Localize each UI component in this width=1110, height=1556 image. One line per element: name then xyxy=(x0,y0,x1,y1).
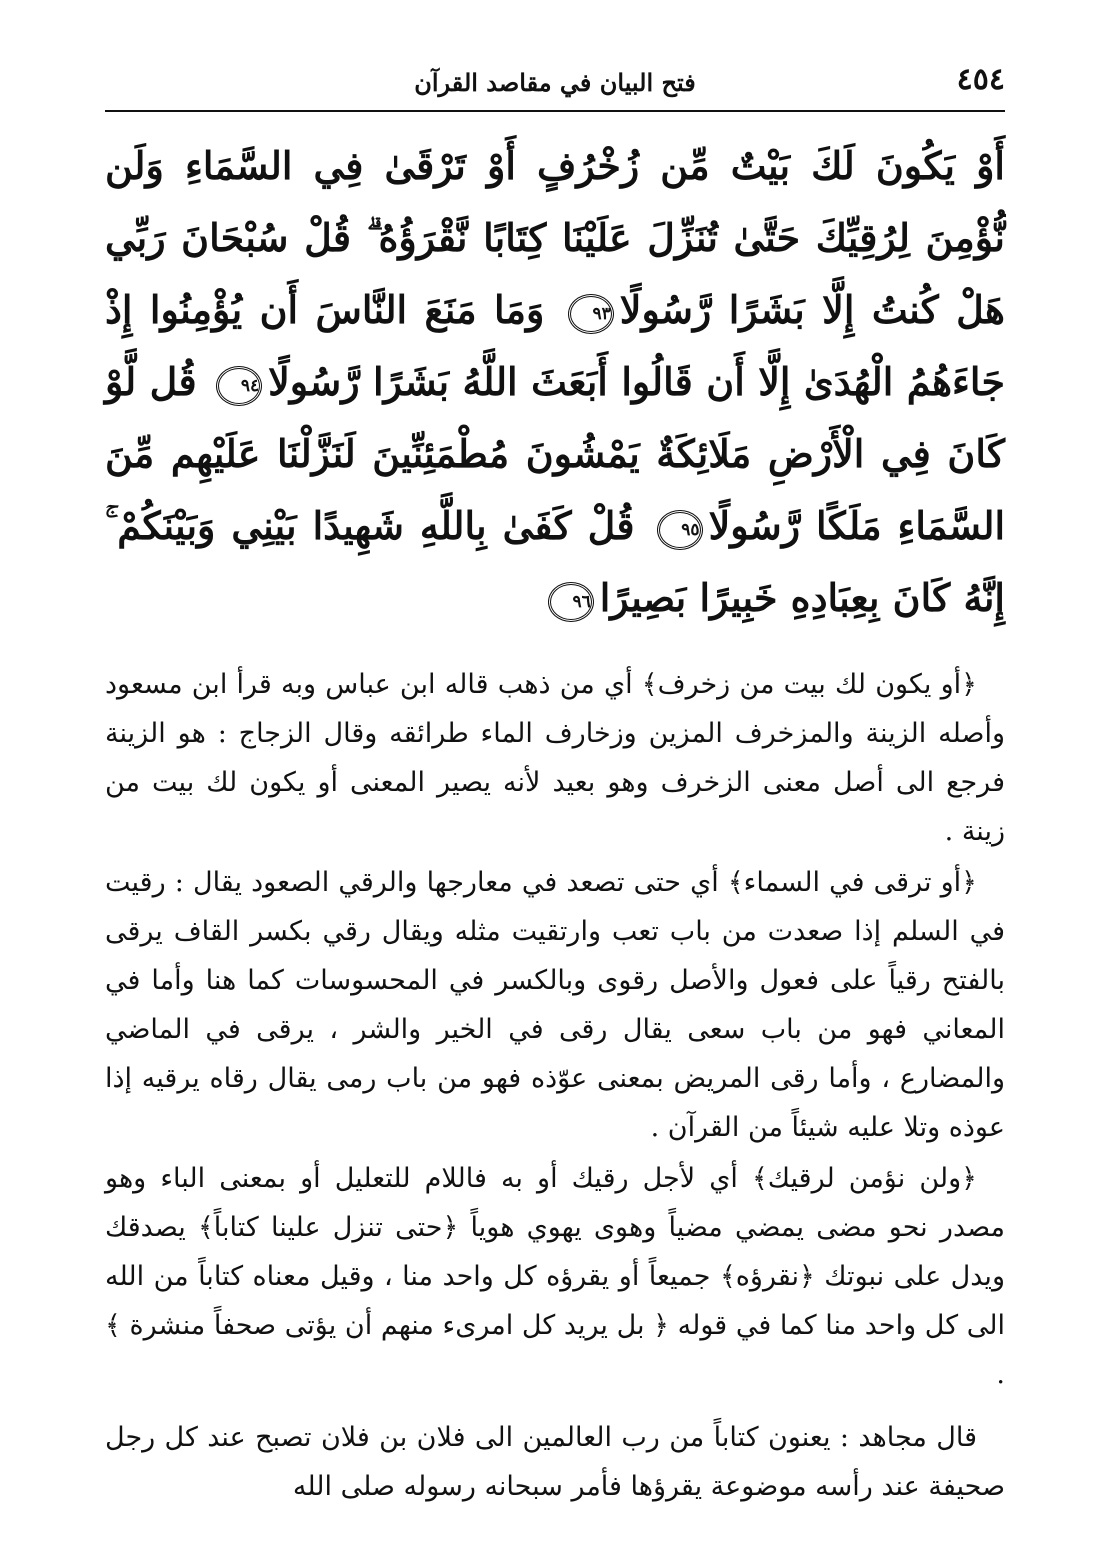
verse-number-marker: ٩٥ xyxy=(657,510,703,550)
commentary-paragraph: ﴿أو ترقى في السماء﴾ أي حتى تصعد في معارجها والرقي الصعود يقال : رقيت في السلم إذا صعدت من باب تعب وارتقيت مثله ويقال رقي بكسر القاف يرقى بالفتح رقياً على فعول والأصل رقوى وبالكسر في المحسوسات كما هنا وأما في المعاني فهو من باب سعى يقال رقى في الخير والشر ، يرقى في الماضي والمضارع ، وأما رقى المريض بمعنى عوّذه فهو من باب رمى يقال رقاه يرقيه إذا عوذه وتلا عليه شيئاً من القرآن . xyxy=(105,867,1005,1143)
verse-number-marker: ٩٣ xyxy=(568,294,614,334)
verse-text: قُلْ كَفَىٰ بِاللَّهِ شَهِيدًا بَيْنِي وَبَيْنَكُمْ ۚ إِنَّهُ كَانَ بِعِبَادِهِ خَبِيرًا بَصِيرًا xyxy=(105,503,1005,620)
commentary-paragraph: ﴿ولن نؤمن لرقيك﴾ أي لأجل رقيك أو به فاللام للتعليل أو بمعنى الباء وهو مصدر نحو مضى يمضي مضياً وهوى يهوي هوياً ﴿حتى تنزل علينا كتاباً﴾ يصدقك ويدل على نبوتك ﴿نقرؤه﴾ جميعاً أو يقرؤه كل واحد منا ، وقيل معناه كتاباً من الله الى كل واحد منا كما في قوله ﴿ بل يريد كل امرىء منهم أن يؤتى صحفاً منشرة ﴾ . xyxy=(105,1163,1005,1390)
commentary-paragraph: ﴿أو يكون لك بيت من زخرف﴾ أي من ذهب قاله ابن عباس وبه قرأ ابن مسعود وأصله الزينة والمزخرف المزين وزخارف الماء طرائقه وقال الزجاج : هو الزينة فرجع الى أصل معنى الزخرف وهو بعيد لأنه يصير المعنى أو يكون لك بيت من زينة . xyxy=(105,669,1005,847)
page-number: ٤٥٤ xyxy=(956,62,1005,97)
page-header xyxy=(105,54,1005,112)
running-title: فتح البيان في مقاصد القرآن xyxy=(414,68,696,97)
verse-text: قُل لَّوْ كَانَ فِي الْأَرْضِ مَلَائِكَةٌ يَمْشُونَ مُطْمَئِنِّينَ لَنَزَّلْنَا عَلَيْهِم مِّنَ السَّمَاءِ مَلَكًا رَّسُولًا xyxy=(105,359,1006,548)
verse-text: أَوْ يَكُونَ لَكَ بَيْتٌ مِّن زُخْرُفٍ أَوْ تَرْقَىٰ فِي السَّمَاءِ وَلَن نُّؤْمِنَ لِرُقِيِّكَ حَتَّىٰ تُنَزِّلَ عَلَيْنَا كِتَابًا نَّقْرَؤُهُ ۗ قُلْ سُبْحَانَ رَبِّي هَلْ كُنتُ إِلَّا بَشَرًا رَّسُولًا xyxy=(105,143,1005,332)
verse-number-marker: ٩٦ xyxy=(548,582,594,622)
verse-text: وَمَا مَنَعَ النَّاسَ أَن يُؤْمِنُوا إِذْ جَاءَهُمُ الْهُدَىٰ إِلَّا أَن قَالُوا أَبَعَثَ اللَّهُ بَشَرًا رَّسُولًا xyxy=(105,287,1005,404)
quran-verses xyxy=(105,130,1005,634)
tafsir-commentary xyxy=(105,660,1005,1511)
commentary-paragraph: قال مجاهد : يعنون كتاباً من رب العالمين الى فلان بن فلان تصبح عند كل رجل صحيفة عند رأسه موضوعة يقرؤها فأمر سبحانه رسوله صلى الله xyxy=(105,1422,1005,1502)
verse-number-marker: ٩٤ xyxy=(216,366,262,406)
